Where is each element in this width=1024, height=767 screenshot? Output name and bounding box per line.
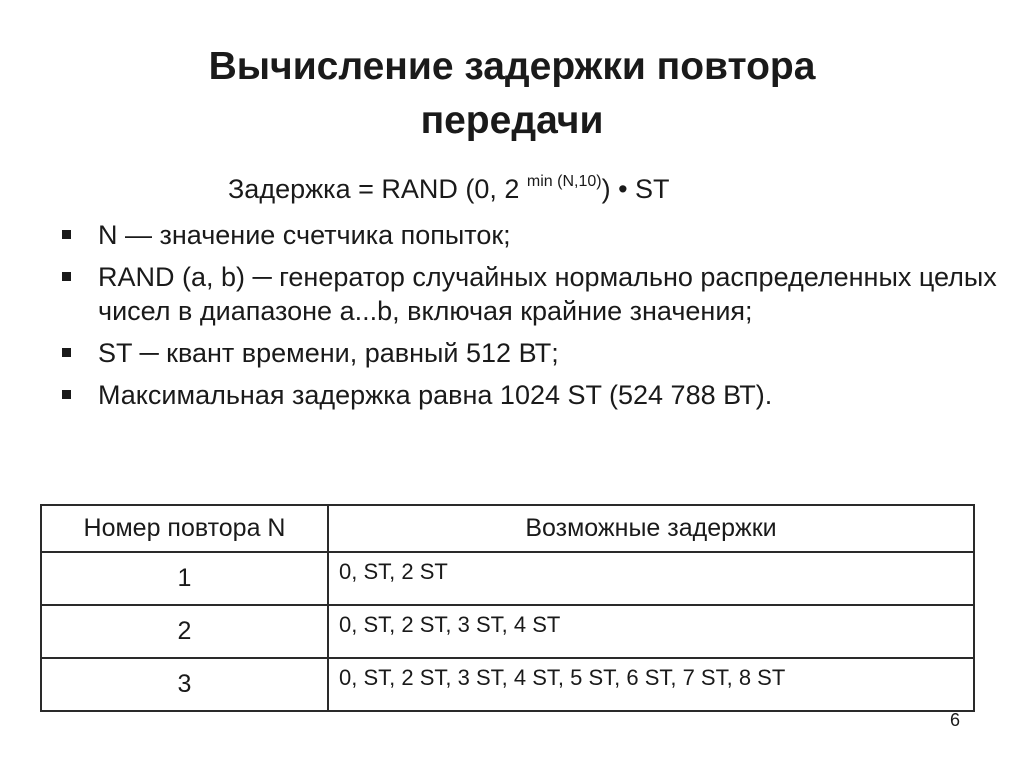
slide-title-line1: Вычисление задержки повтора [208, 45, 816, 88]
retry-number-cell: 2 [41, 605, 328, 658]
header-possible-delays: Возможные задержки [328, 505, 974, 552]
bullet-text: Максимальная задержка равна 1024 ST (524 788 ВТ). [98, 380, 773, 410]
page-number: 6 [950, 710, 961, 730]
delay-formula [228, 172, 670, 206]
table-row [41, 605, 974, 658]
square-bullet-icon [62, 390, 71, 399]
bullet-text: ST ─ квант времени, равный 512 ВТ; [98, 338, 559, 368]
formula-main: Задержка = RAND (0, 2 [228, 174, 527, 204]
delay-table [40, 504, 975, 712]
formula-exponent: min (N,10) [526, 173, 602, 190]
table-header-row [41, 505, 974, 552]
retry-number-cell: 1 [41, 552, 328, 605]
square-bullet-icon [62, 230, 71, 239]
bullet-text: N — значение счетчика попыток; [98, 220, 511, 250]
table-row [41, 552, 974, 605]
header-retry-number: Номер повтора N [41, 505, 328, 552]
retry-number-cell: 3 [41, 658, 328, 711]
bullet-item [58, 260, 998, 328]
delays-cell: 0, ST, 2 ST, 3 ST, 4 ST [328, 605, 974, 658]
square-bullet-icon [62, 272, 71, 281]
slide-title [0, 40, 1024, 148]
bullet-item [58, 336, 998, 370]
square-bullet-icon [62, 348, 71, 357]
bullet-item [58, 218, 998, 252]
table-row [41, 658, 974, 711]
definition-list [58, 218, 998, 420]
bullet-text: RAND (a, b) ─ генератор случайных нормально распределенных целых чисел в диапазоне a...b, включая крайние значения; [98, 262, 997, 326]
delays-cell: 0, ST, 2 ST [328, 552, 974, 605]
slide-title-line2: передачи [420, 99, 604, 142]
bullet-item [58, 378, 998, 412]
formula-tail: ) • ST [601, 174, 670, 204]
delays-cell: 0, ST, 2 ST, 3 ST, 4 ST, 5 ST, 6 ST, 7 ST, 8 ST [328, 658, 974, 711]
